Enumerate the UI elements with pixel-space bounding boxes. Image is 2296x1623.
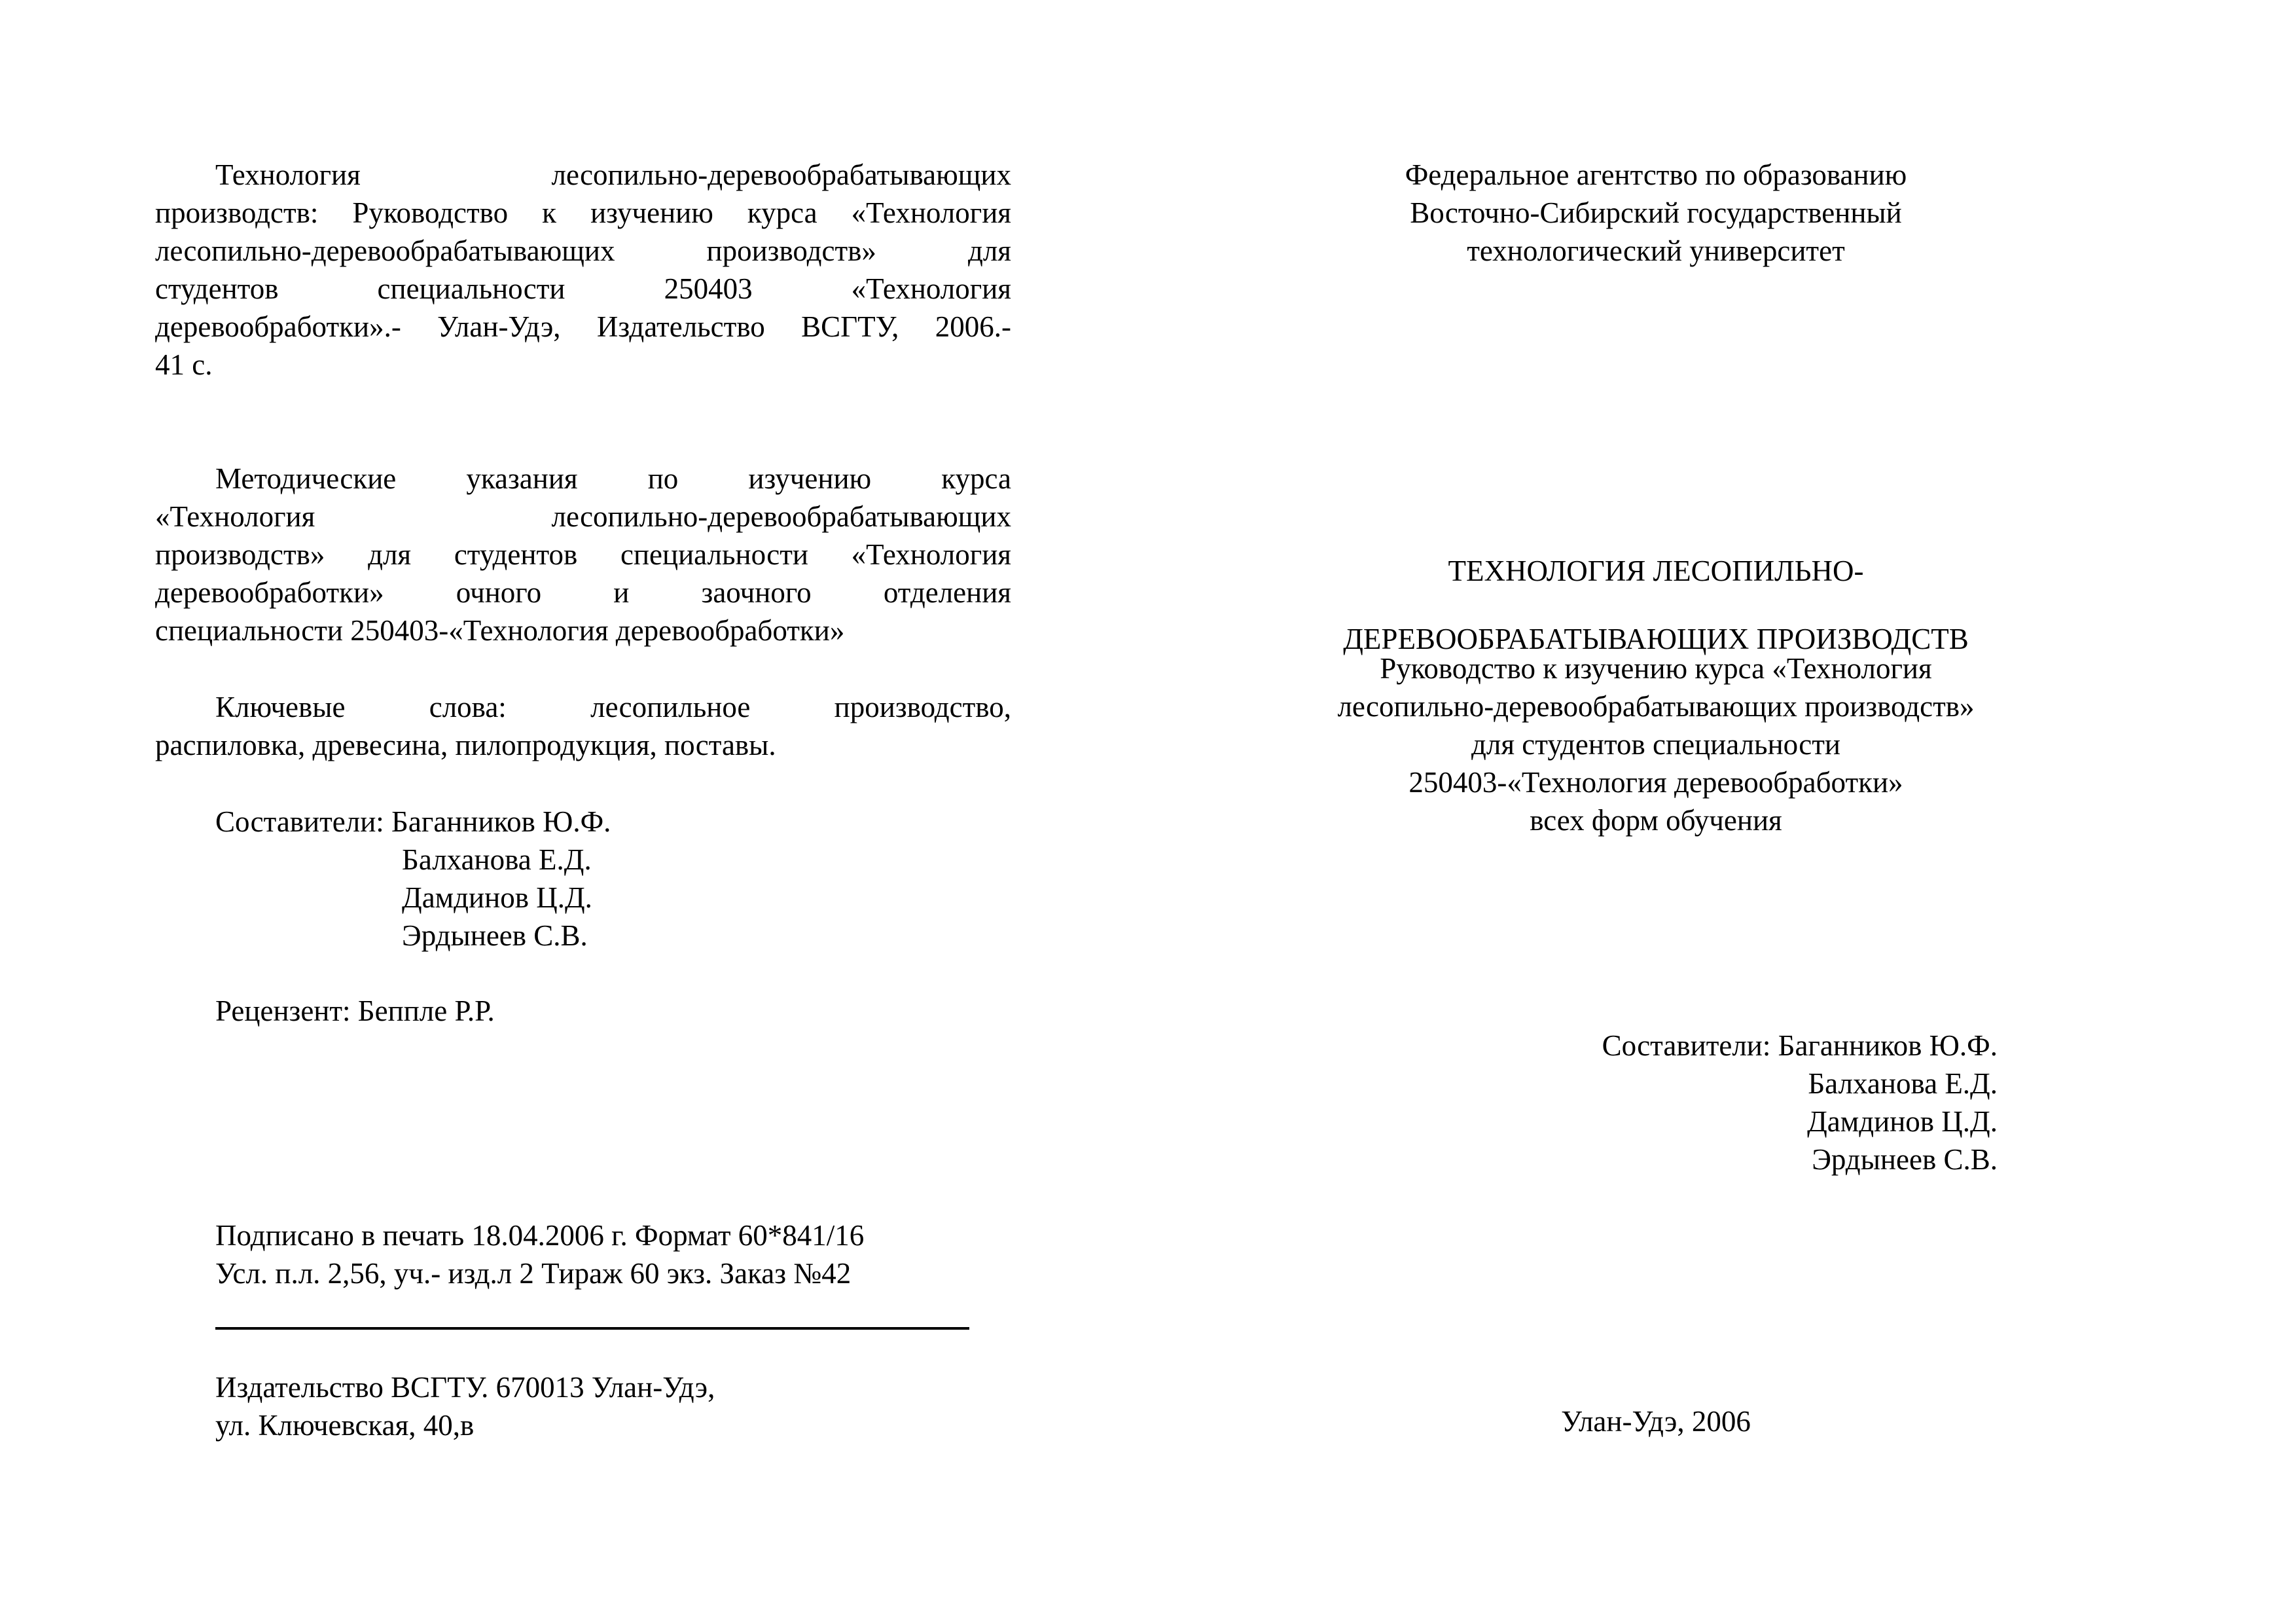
title-line: ТЕХНОЛОГИЯ ЛЕСОПИЛЬНО- xyxy=(1448,555,1864,587)
print-info-line: Усл. п.л. 2,56, уч.- изд.л 2 Тираж 60 экз. Заказ №42 xyxy=(215,1257,852,1290)
publisher-address xyxy=(215,1368,1001,1444)
agency-line: Восточно-Сибирский государственный xyxy=(1410,196,1902,229)
city-year xyxy=(1279,1402,2033,1440)
compiler-name: Дамдинов Ц.Д. xyxy=(1807,1105,1998,1138)
compiler-name: Эрдынеев С.В. xyxy=(402,919,588,952)
annotation-line: студентов специальности 250403 «Технология xyxy=(155,272,1011,305)
publisher-line: Издательство ВСГТУ. 670013 Улан-Удэ, xyxy=(215,1371,715,1404)
annotation-line: 41 с. xyxy=(155,348,213,381)
annotation-paragraph xyxy=(155,156,1011,384)
title-compilers-block xyxy=(1541,1027,1998,1178)
subtitle-block xyxy=(1279,649,2033,839)
subtitle-line: Руководство к изучению курса «Технология xyxy=(1380,652,1932,685)
method-line: Методические указания по изучению курса xyxy=(215,462,1011,495)
method-line: деревообработки» очного и заочного отделения xyxy=(155,576,1011,609)
right-page xyxy=(1148,0,2296,1623)
subtitle-line: всех форм обучения xyxy=(1530,804,1782,837)
compiler-name: Эрдынеев С.В. xyxy=(1812,1143,1998,1176)
subtitle-line: лесопильно-деревообрабатывающих производств» xyxy=(1337,690,1975,723)
compiler-name: Балханова Е.Д. xyxy=(402,843,592,876)
print-info xyxy=(215,1216,1001,1292)
agency-line: Федеральное агентство по образованию xyxy=(1405,158,1907,191)
compiler-name: Балханова Е.Д. xyxy=(1808,1067,1998,1100)
annotation-line: производств: Руководство к изучению курса «Технология xyxy=(155,196,1011,229)
agency-line: технологический университет xyxy=(1467,234,1845,267)
compilers-block xyxy=(215,803,1001,955)
method-line: специальности 250403-«Технология деревообработки» xyxy=(155,614,845,647)
method-line: «Технология лесопильно-деревообрабатывающих xyxy=(155,500,1011,533)
annotation-line: Технология лесопильно-деревообрабатывающих xyxy=(215,158,1011,191)
reviewer-text: Рецензент: Беппле Р.Р. xyxy=(215,994,495,1027)
keywords-paragraph xyxy=(155,688,1011,764)
keywords-line: Ключевые слова: лесопильное производство, xyxy=(215,691,1011,723)
publisher-line: ул. Ключевская, 40,в xyxy=(215,1409,475,1442)
method-line: производств» для студентов специальности «Технология xyxy=(155,538,1011,571)
compiler-name: Дамдинов Ц.Д. xyxy=(402,881,592,914)
annotation-line: лесопильно-деревообрабатывающих производств» для xyxy=(155,234,1011,267)
reviewer xyxy=(215,992,1001,1030)
keywords-line: распиловка, древесина, пилопродукция, поставы. xyxy=(155,729,776,761)
print-info-line: Подписано в печать 18.04.2006 г. Формат 60*841/16 xyxy=(215,1219,865,1252)
title-line: ДЕРЕВООБРАБАТЫВАЮЩИХ ПРОИЗВОДСТВ xyxy=(1343,623,1969,655)
city-year-text: Улан-Удэ, 2006 xyxy=(1561,1405,1751,1438)
compilers-label: Составители: Баганников Ю.Ф. xyxy=(1602,1029,1998,1062)
annotation-line: деревообработки».- Улан-Удэ, Издательство ВСГТУ, 2006.- xyxy=(155,310,1011,343)
subtitle-line: для студентов специальности xyxy=(1471,728,1840,761)
method-paragraph xyxy=(155,460,1011,649)
subtitle-line: 250403-«Технология деревообработки» xyxy=(1408,766,1903,799)
divider-line xyxy=(215,1327,969,1330)
compilers-label: Составители: Баганников Ю.Ф. xyxy=(215,805,611,838)
agency-block xyxy=(1279,156,2033,270)
